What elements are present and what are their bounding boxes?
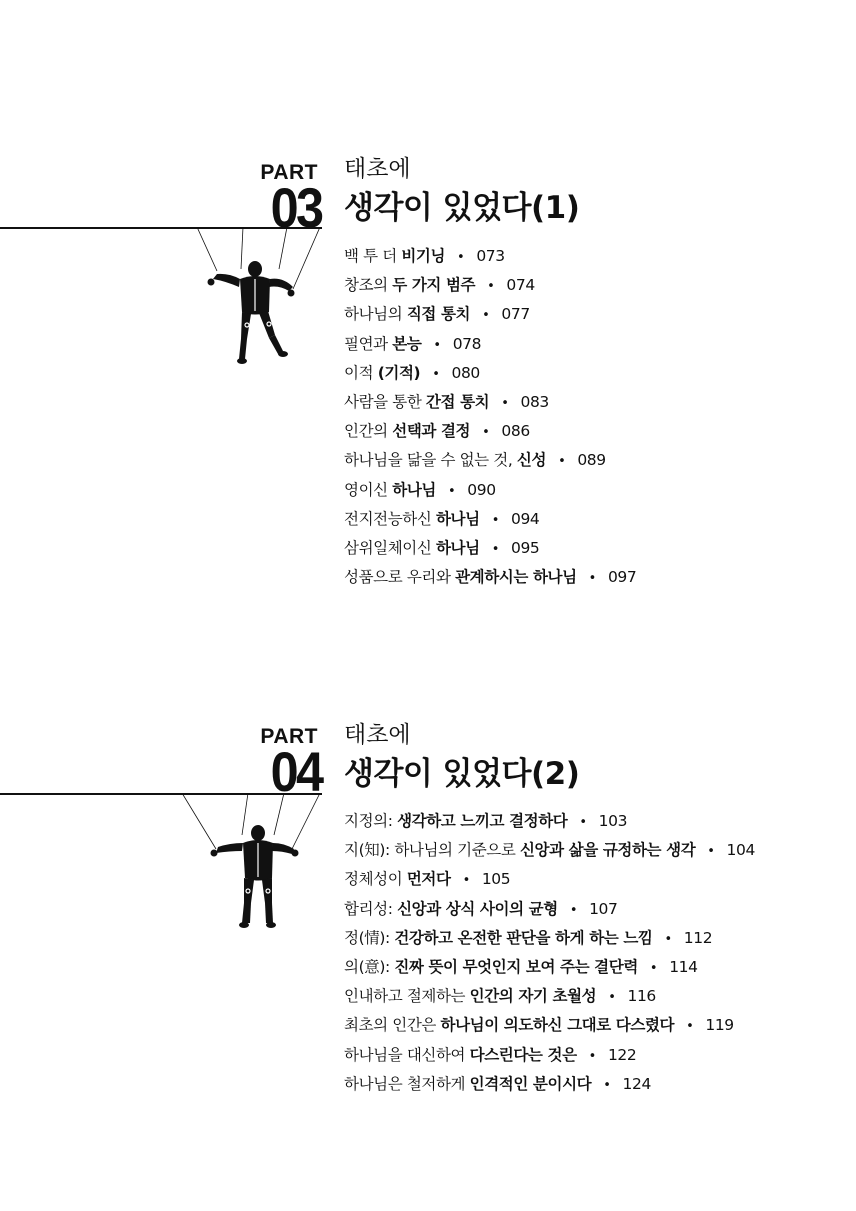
bullet-separator: • [558, 454, 566, 470]
toc-entry[interactable] [344, 300, 636, 329]
entry-title: 생각하고 느끼고 결정하다 [397, 812, 568, 830]
bullet-separator: • [603, 1077, 611, 1093]
puppet-icon [195, 227, 325, 372]
entry-prefix: 전지전능하신 [344, 509, 436, 528]
entry-title: 본능 [392, 334, 422, 353]
bullet-separator: • [491, 512, 499, 528]
entry-title: 하나님이 의도하신 그대로 다스렸다 [440, 1016, 675, 1035]
page-number: 119 [705, 1016, 734, 1035]
toc-entry[interactable] [344, 242, 636, 271]
toc-entry[interactable] [344, 865, 755, 894]
page-number: 103 [598, 812, 628, 830]
bullet-separator: • [579, 815, 587, 830]
page-number: 107 [589, 899, 618, 918]
toc-entry[interactable] [344, 982, 755, 1011]
toc-entry[interactable] [344, 271, 636, 300]
part-label: PART [260, 161, 318, 184]
page-number: 104 [726, 841, 755, 860]
page-number: 086 [501, 422, 530, 441]
entry-title: 간접 통치 [425, 392, 490, 411]
part-label: PART [260, 725, 318, 748]
bullet-separator: • [707, 844, 715, 860]
entry-title: 직접 통치 [406, 305, 471, 324]
toc-entry[interactable] [344, 807, 755, 836]
page-number: 094 [510, 509, 540, 528]
entry-prefix: 사람을 통한 [344, 392, 426, 411]
entry-title: 진짜 뜻이 무엇인지 보여 주는 결단력 [394, 957, 638, 976]
entry-prefix: 하나님을 대신하여 [344, 1045, 470, 1064]
toc-entry[interactable] [344, 953, 755, 982]
entry-prefix: 지(知): 하나님의 기준으로 [344, 841, 520, 860]
toc-entry[interactable] [344, 895, 755, 924]
entry-prefix: 인내하고 절제하는 [344, 987, 470, 1006]
toc-entry[interactable] [344, 388, 636, 417]
entry-title: 먼저다 [406, 870, 451, 889]
bullet-separator: • [569, 902, 578, 918]
toc-entry[interactable] [344, 1070, 755, 1099]
bullet-separator: • [501, 395, 509, 411]
toc-entry[interactable] [344, 417, 636, 446]
entry-prefix: 정(情): [344, 928, 395, 947]
page-number: 073 [476, 247, 505, 265]
entry-prefix: 지정의: [344, 812, 398, 830]
page-number: 095 [510, 538, 540, 557]
page-number: 077 [501, 305, 530, 324]
bullet-separator: • [432, 366, 440, 382]
bullet-separator: • [649, 960, 658, 976]
page-number: 105 [481, 870, 511, 889]
page-number: 078 [452, 334, 482, 353]
puppet-icon [178, 793, 323, 933]
toc-entry[interactable] [344, 505, 636, 534]
page-number: 097 [607, 568, 637, 587]
toc-entry[interactable] [344, 1011, 755, 1040]
entry-prefix: 정체성이 [344, 870, 407, 889]
entry-prefix: 하나님의 [344, 305, 407, 324]
entry-prefix: 하나님을 닮을 수 없는 것, [344, 451, 517, 470]
entry-title: 다스린다는 것은 [469, 1045, 577, 1064]
toc-entry[interactable] [344, 330, 636, 359]
bullet-separator: • [664, 931, 672, 947]
page-number: 080 [451, 363, 480, 382]
part-title-main: 생각이 있었다(2) [344, 756, 580, 792]
bullet-separator: • [588, 571, 596, 587]
entry-prefix: 영이신 [344, 480, 393, 499]
bullet-separator: • [482, 425, 490, 441]
entry-prefix: 백 투 더 [344, 247, 402, 265]
entry-title: 인간의 자기 초월성 [469, 987, 597, 1006]
entry-prefix: 인간의 [344, 422, 393, 441]
entry-prefix: 최초의 인간은 [344, 1016, 441, 1035]
page-number: 074 [506, 276, 535, 295]
bullet-separator: • [433, 337, 441, 353]
page-number: 116 [627, 987, 656, 1006]
bullet-separator: • [487, 279, 495, 295]
part-title-top: 태초에 [344, 156, 411, 182]
bullet-separator: • [686, 1019, 694, 1035]
toc-list [344, 242, 636, 592]
entry-prefix: 성품으로 우리와 [344, 568, 456, 587]
toc-entry[interactable] [344, 534, 636, 563]
part-number: 03 [270, 176, 321, 239]
toc-entry[interactable] [344, 836, 755, 865]
toc-entry[interactable] [344, 476, 636, 505]
entry-title: 신앙과 상식 사이의 균형 [397, 899, 558, 918]
entry-title: 건강하고 온전한 판단을 하게 하는 느낌 [394, 928, 653, 947]
bullet-separator: • [608, 990, 616, 1006]
bullet-separator: • [482, 308, 490, 324]
entry-prefix: 하나님은 철저하게 [344, 1074, 470, 1093]
toc-entry[interactable] [344, 446, 636, 475]
part-title-top: 태초에 [344, 722, 411, 748]
entry-prefix: 필연과 [344, 334, 393, 353]
part-title-main: 생각이 있었다(1) [344, 190, 580, 226]
entry-title: 관계하시는 하나님 [455, 568, 577, 587]
entry-prefix: 합리성: [344, 899, 398, 918]
toc-list [344, 807, 755, 1099]
page-number: 114 [669, 957, 698, 976]
entry-title: 하나님 [392, 480, 436, 499]
entry-prefix: 이적 [344, 363, 378, 382]
page-number: 090 [467, 480, 496, 499]
bullet-separator: • [588, 1048, 596, 1064]
page-number: 122 [607, 1045, 637, 1064]
part-number: 04 [270, 740, 321, 803]
entry-title: (기적) [377, 363, 421, 382]
entry-title: 비기닝 [401, 247, 446, 265]
entry-title: 신성 [516, 451, 547, 470]
toc-entry[interactable] [344, 924, 755, 953]
entry-title: 하나님 [435, 538, 480, 557]
entry-title: 신앙과 삶을 규정하는 생각 [519, 841, 696, 860]
page-number: 112 [683, 928, 713, 947]
bullet-separator: • [457, 250, 465, 265]
page-number: 083 [520, 392, 549, 411]
entry-title: 하나님 [435, 509, 480, 528]
entry-title: 인격적인 분이시다 [469, 1074, 592, 1093]
page-number: 124 [622, 1074, 651, 1093]
entry-prefix: 의(意): [344, 957, 395, 976]
toc-entry[interactable] [344, 359, 636, 388]
entry-title: 선택과 결정 [392, 422, 471, 441]
bullet-separator: • [462, 873, 470, 889]
bullet-separator: • [447, 483, 456, 499]
entry-title: 두 가지 범주 [392, 276, 476, 295]
bullet-separator: • [491, 541, 499, 557]
toc-entry[interactable] [344, 563, 636, 592]
entry-prefix: 삼위일체이신 [344, 538, 436, 557]
entry-prefix: 창조의 [344, 276, 393, 295]
page-number: 089 [577, 451, 606, 470]
toc-entry[interactable] [344, 1041, 755, 1070]
